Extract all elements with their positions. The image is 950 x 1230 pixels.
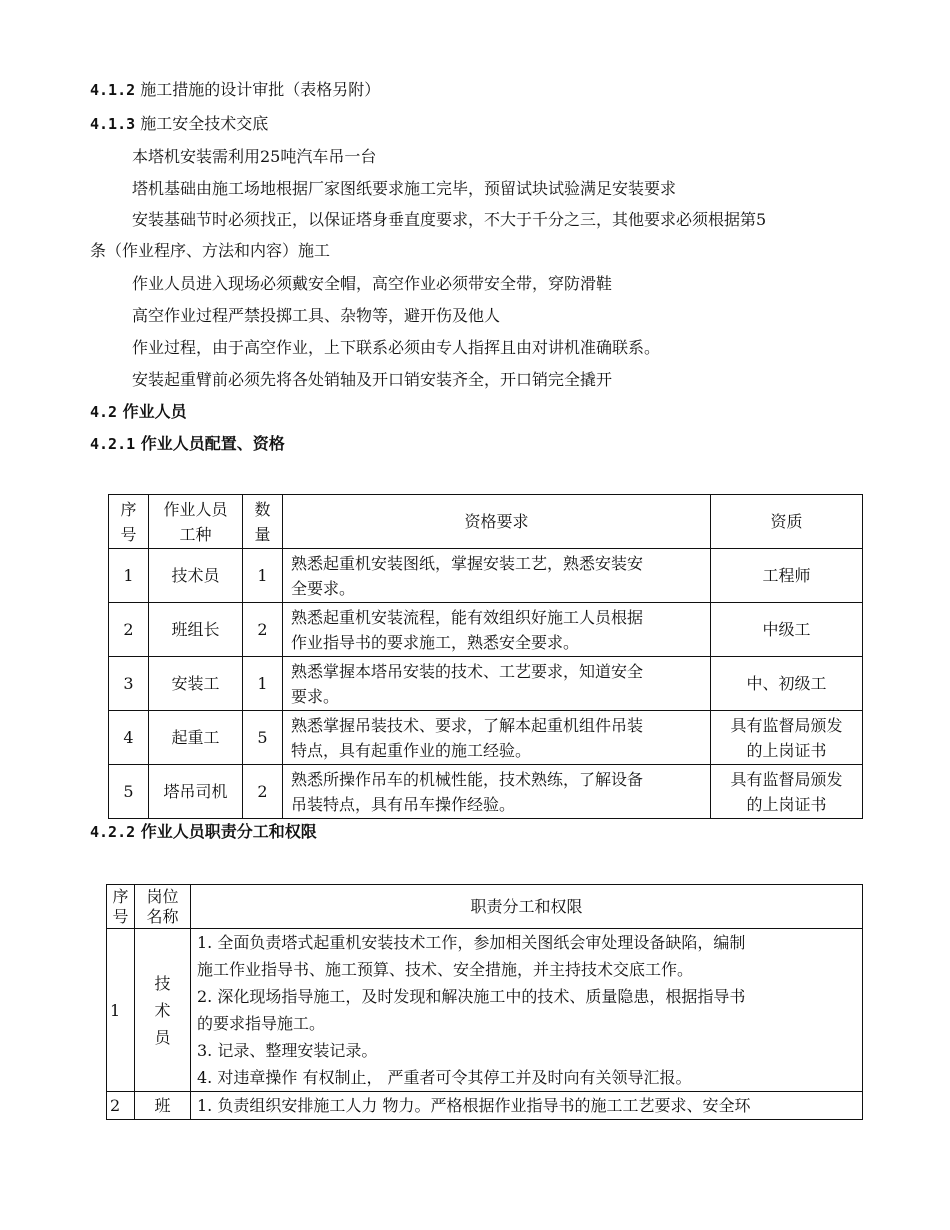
paragraph: 高空作业过程严禁投掷工具、杂物等，避开伤及他人 (132, 306, 501, 325)
paragraph-continuation: 条（作业程序、方法和内容）施工 (90, 241, 331, 260)
section-4-2-2-heading (90, 821, 317, 843)
header-count: 数 量 (243, 495, 283, 549)
staff-qualification-table (108, 494, 863, 819)
paragraph: 安装基础节时必须找正，以保证塔身垂直度要求，不大于千分之三，其他要求必须根据第5 (132, 210, 767, 229)
paragraph: 塔机基础由施工场地根据厂家图纸要求施工完毕，预留试块试验满足安装要求 (132, 179, 677, 198)
header-seq: 序 号 (109, 495, 149, 549)
header-duty: 职责分工和权限 (191, 885, 863, 929)
table-row: 4 起重工 5 熟悉掌握吊装技术、要求，了解本起重机组件吊装 特点，具有起重作业的施工经验。 具有监督局颁发 的上岗证书 (109, 711, 863, 765)
section-4-1-2 (90, 79, 380, 101)
header-requirements: 资格要求 (283, 495, 711, 549)
section-title: 作业人员职责分工和权限 (140, 822, 317, 841)
table-header-row (107, 885, 863, 929)
section-title: 施工安全技术交底 (140, 114, 269, 133)
table-row: 2 班 1. 负责组织安排施工人力 物力。严格根据作业指导书的施工工艺要求、安全环 (107, 1092, 863, 1120)
paragraph: 安装起重臂前必须先将各处销轴及开口销安装齐全，开口销完全撬开 (132, 370, 613, 389)
table-row: 1 技 术 员 1. 全面负责塔式起重机安装技术工作，参加相关图纸会审处理设备缺陷，编制 施工作业指导书、施工预算、技术、安全措施，并主持技术交底工作。 2. 深化现场指导施工，及时发现和解决施工中的技术、质量隐患，根据指导书 的要求指导施工。 3. 记录、整理安装记录。 4. 对违章操作 有权制止， 严重者可令其停工并及时向有关领导汇报。 (107, 929, 863, 1092)
header-qualification: 资质 (711, 495, 863, 549)
section-number: 4.2 (90, 403, 118, 421)
section-title: 作业人员 (122, 402, 187, 421)
paragraph: 本塔机安装需利用25吨汽车吊一台 (132, 147, 377, 166)
header-seq: 序 号 (107, 885, 135, 929)
section-number: 4.2.1 (90, 435, 136, 453)
header-post: 岗位 名称 (135, 885, 191, 929)
section-4-2-1-heading (90, 433, 285, 455)
duties-table (106, 884, 863, 1120)
section-title: 作业人员配置、资格 (140, 434, 285, 453)
table-row: 3 安装工 1 熟悉掌握本塔吊安装的技术、工艺要求，知道安全 要求。 中、初级工 (109, 657, 863, 711)
table-row: 1 技术员 1 熟悉起重机安装图纸，掌握安装工艺，熟悉安装安 全要求。 工程师 (109, 549, 863, 603)
section-4-1-3 (90, 113, 268, 135)
table-row: 5 塔吊司机 2 熟悉所操作吊车的机械性能，技术熟练，了解设备 吊装特点，具有吊车操作经验。 具有监督局颁发 的上岗证书 (109, 765, 863, 819)
section-number: 4.1.3 (90, 115, 136, 133)
post-name: 技 术 员 (135, 929, 191, 1092)
table-header-row (109, 495, 863, 549)
section-title: 施工措施的设计审批（表格另附） (140, 80, 381, 99)
section-number: 4.1.2 (90, 81, 136, 99)
paragraph: 作业过程，由于高空作业，上下联系必须由专人指挥且由对讲机准确联系。 (132, 338, 661, 357)
section-number: 4.2.2 (90, 823, 136, 841)
header-worker-type: 作业人员 工种 (149, 495, 243, 549)
section-4-2-heading (90, 401, 187, 423)
table-row: 2 班组长 2 熟悉起重机安装流程，能有效组织好施工人员根据 作业指导书的要求施工，熟悉安全要求。 中级工 (109, 603, 863, 657)
paragraph: 作业人员进入现场必须戴安全帽，高空作业必须带安全带，穿防滑鞋 (132, 274, 613, 293)
duty-list: 1. 全面负责塔式起重机安装技术工作，参加相关图纸会审处理设备缺陷，编制 施工作业指导书、施工预算、技术、安全措施，并主持技术交底工作。 2. 深化现场指导施工，及时发现和解决施工中的技术、质量隐患，根据指导书 的要求指导施工。 3. 记录、整理安装记录。 4. 对违章操作 有权制止， 严重者可令其停工并及时向有关领导汇报。 (191, 929, 863, 1092)
